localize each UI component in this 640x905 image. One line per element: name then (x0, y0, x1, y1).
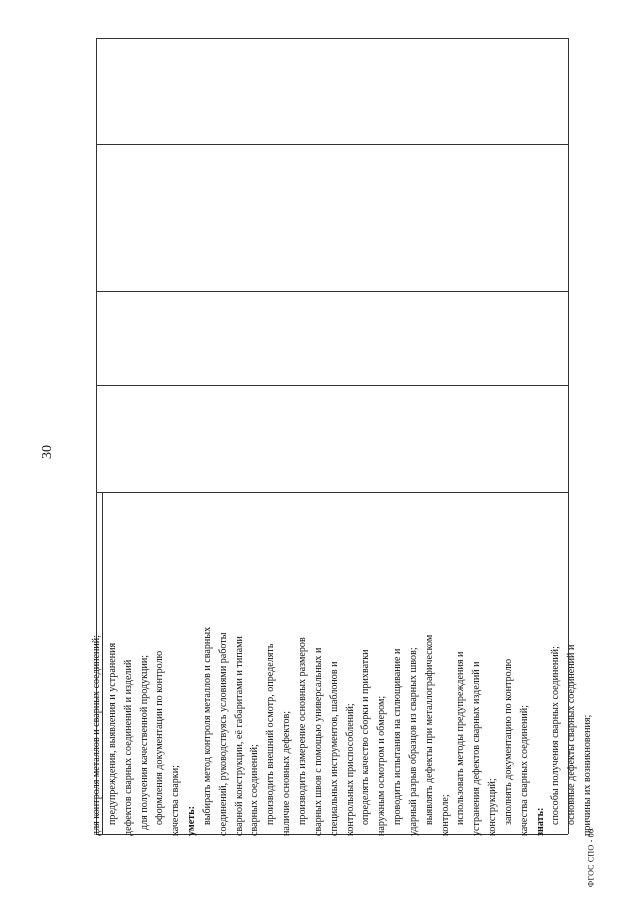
text-line: для контроля металлов и сварных соединений; (91, 634, 102, 836)
text-line: уметь: (186, 806, 198, 836)
text-line: специальных инструментов, шаблонов и (328, 661, 340, 836)
text-line: конструкций; (487, 778, 499, 836)
text-line: производить внешний осмотр, определять (265, 643, 277, 825)
text-line: предупреждения, выявления и устранения (106, 642, 118, 825)
table-column-divider (96, 385, 568, 386)
table-border-top (96, 38, 568, 39)
text-line: для получения качественной продукции; (138, 654, 150, 830)
text-line: основные дефекты сварных соединений и (566, 644, 578, 825)
text-line: контроле; (439, 794, 451, 836)
table-column-divider (96, 144, 568, 145)
text-line: наличие основных дефектов; (281, 710, 293, 836)
text-line: проводить испытания на сплющивание и (392, 648, 404, 825)
text-line: определять качество сборки и прихватки (360, 649, 372, 825)
text-line: дефектов сварных соединений и изделий (122, 659, 134, 836)
table-column-divider (96, 291, 568, 292)
text-line: заполнять документацию по контролю (502, 658, 514, 825)
table-column-divider (96, 492, 568, 493)
text-line: использовать методы предупреждения и (455, 651, 467, 825)
table-cell-competencies (89, 518, 594, 838)
text-line: причины их возникновения; (582, 714, 594, 836)
text-line: выявлять дефекты при металлографическом (423, 634, 435, 825)
text-line: ударный разрыв образцов из сварных швов; (407, 647, 419, 836)
text-line: качества сварных соединений; (518, 705, 530, 836)
footer-code: ФГОС СПО - 06 (586, 828, 596, 888)
text-line: сварных соединений; (249, 744, 261, 836)
text-line: контрольных приспособлений; (344, 703, 356, 836)
text-line: устранения дефектов сварных изделий и (471, 661, 483, 836)
page-number: 30 (40, 445, 55, 459)
text-line: способы получения сварных соединений; (550, 646, 562, 825)
text-line: оформления документации по контролю (154, 650, 166, 825)
text-line: качества сварки; (170, 765, 182, 836)
text-line: выбирать метод контроля металлов и сварных (201, 626, 213, 825)
text-line: сварных швов с помощью универсальных и (312, 647, 324, 836)
text-line: наружным осмотром и обмером; (376, 695, 388, 836)
text-line: сварной конструкции, её габаритами и типами (233, 636, 245, 836)
text-line: соединений, руководствуясь условиями работы (217, 632, 229, 836)
text-line: производить измерение основных размеров (296, 637, 308, 825)
text-line: знать: (534, 807, 546, 836)
